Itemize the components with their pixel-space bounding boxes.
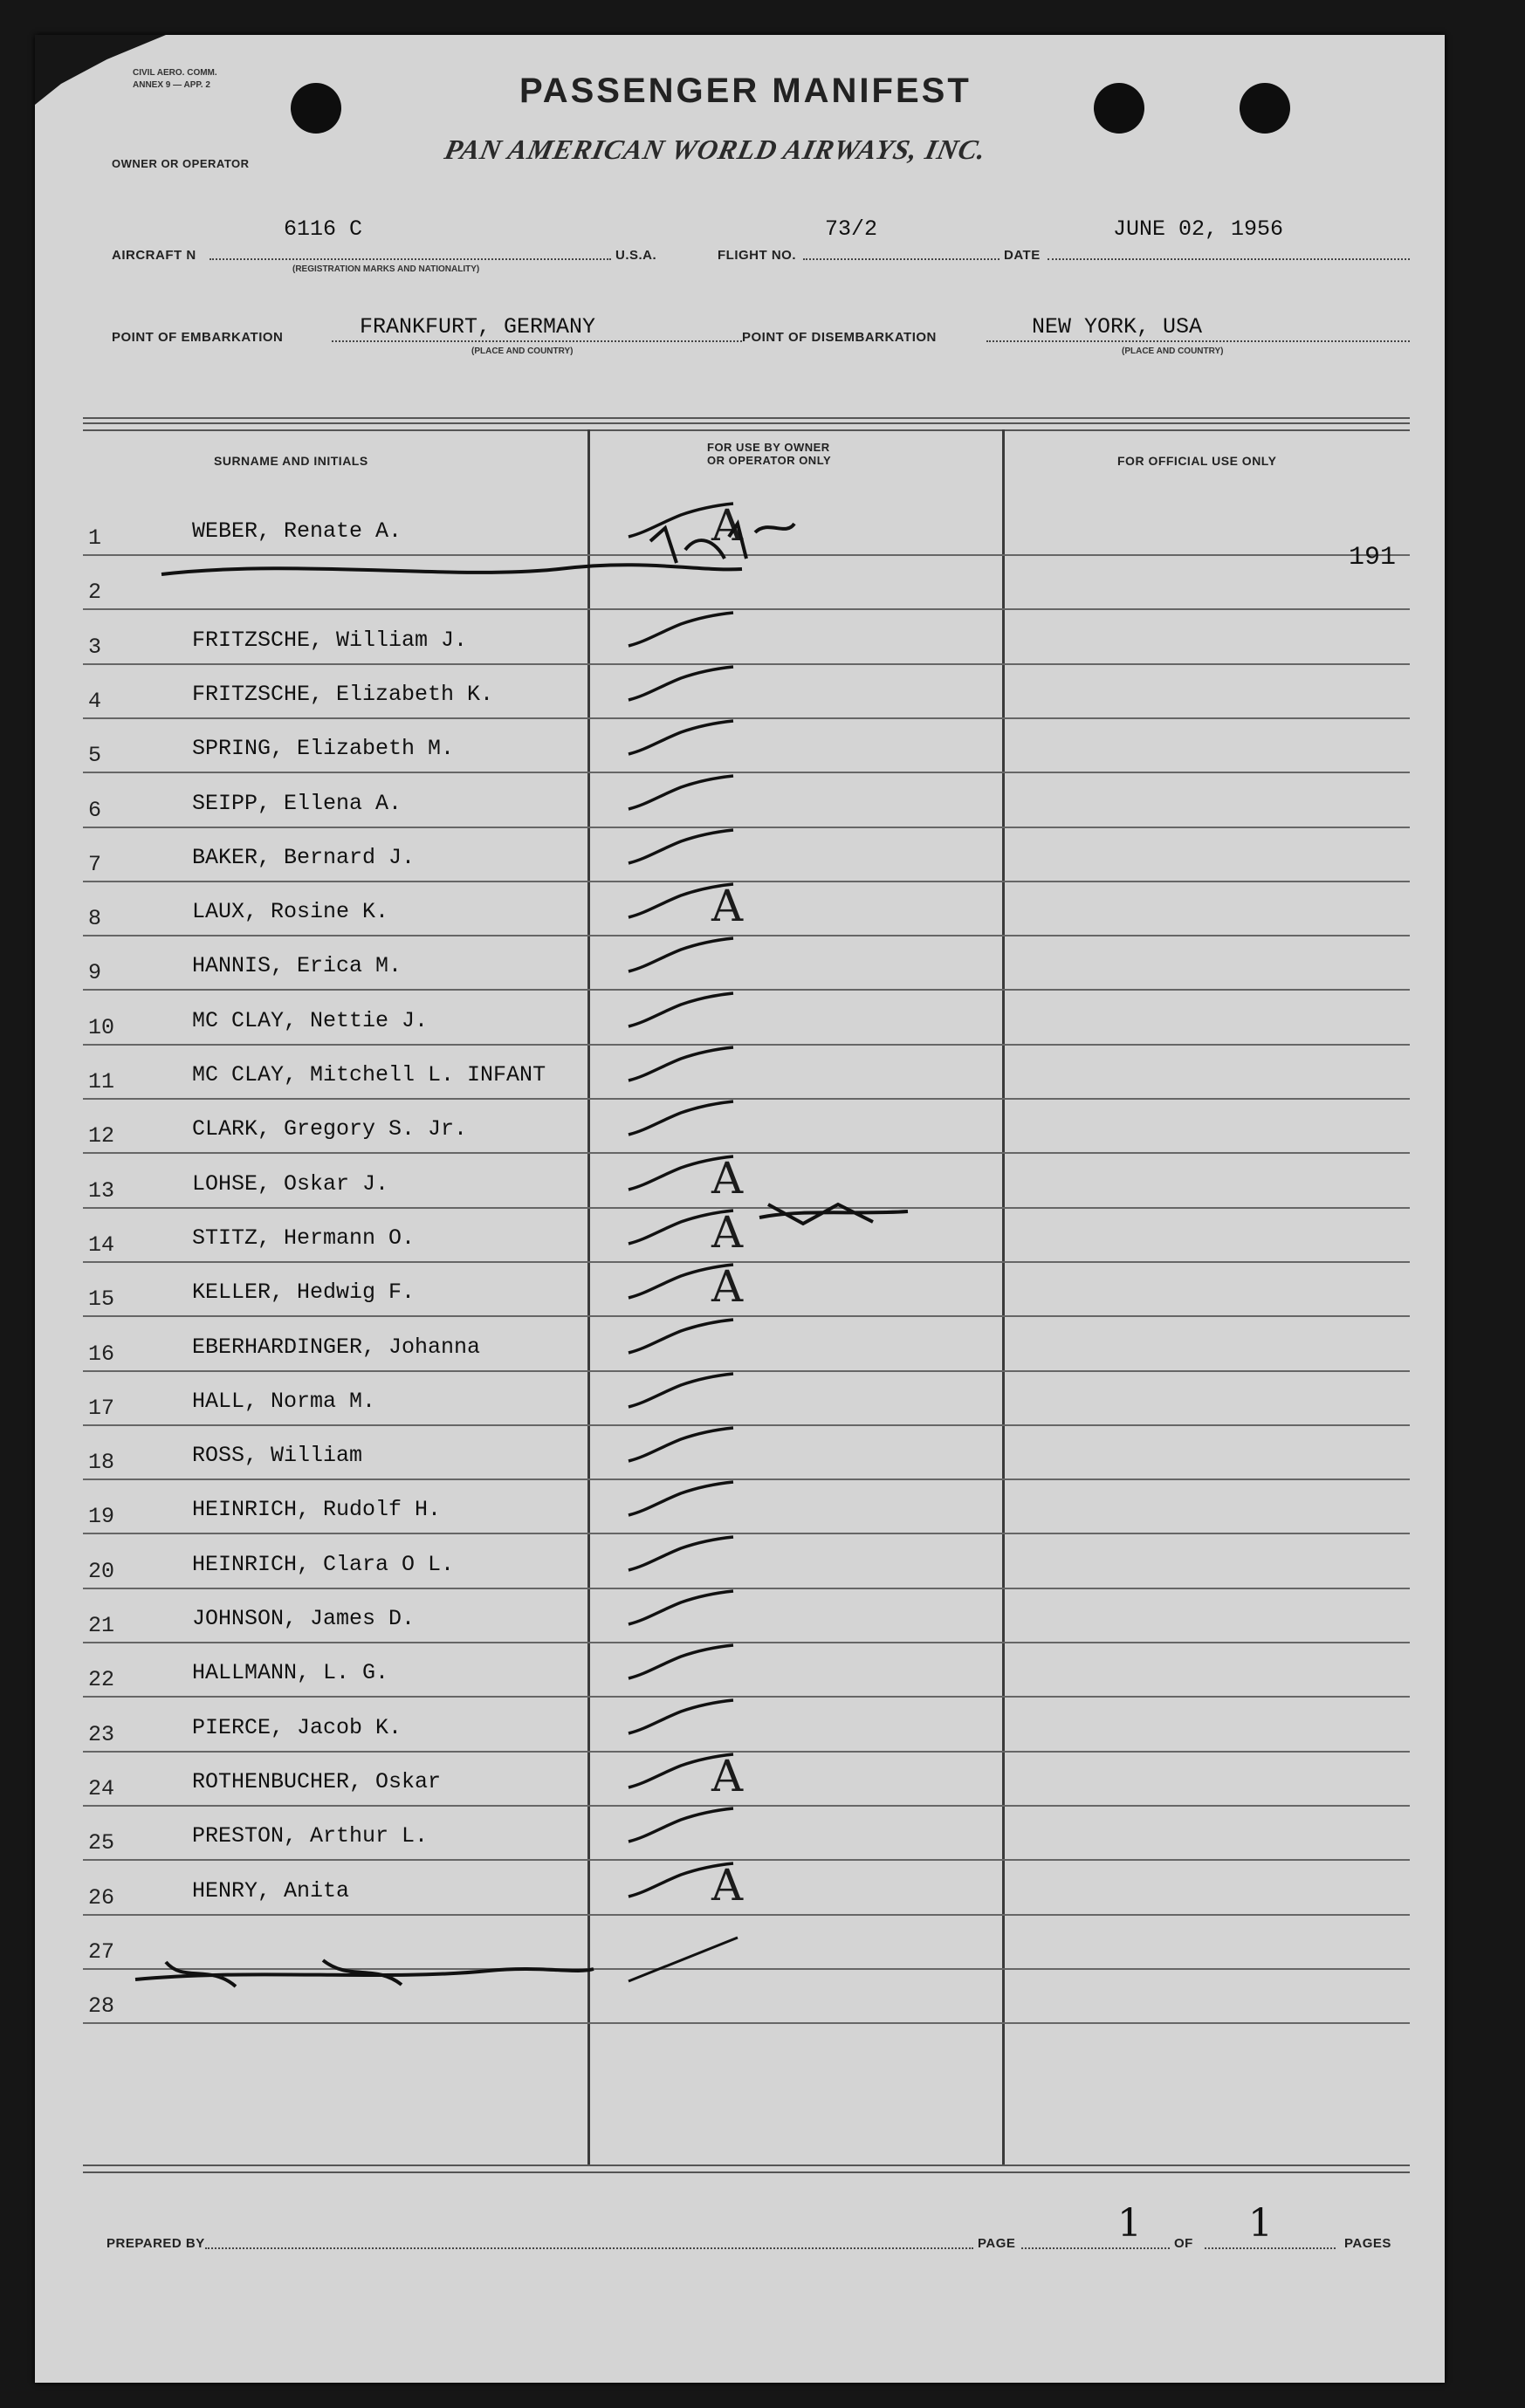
- passenger-name: HEINRICH, Clara O L.: [192, 1551, 455, 1577]
- manifest-sheet: [35, 35, 1445, 2383]
- table-row: [83, 991, 1410, 1046]
- row-number: 8: [88, 906, 102, 932]
- check-mark: [620, 1535, 751, 1588]
- check-mark: [620, 665, 751, 717]
- passenger-name: MC CLAY, Nettie J.: [192, 1007, 429, 1033]
- table-row: [83, 1698, 1410, 1753]
- page-number: 1: [1117, 2201, 1142, 2246]
- handwritten-mark: A: [711, 881, 744, 932]
- table-top-rule: [83, 422, 1410, 424]
- table-row: [83, 1046, 1410, 1100]
- passenger-name: SPRING, Elizabeth M.: [192, 736, 455, 762]
- table-row: [83, 556, 1410, 610]
- aircraft-underline: [210, 258, 611, 260]
- row-number: 17: [88, 1395, 115, 1421]
- disembark-sublabel: (PLACE AND COUNTRY): [1122, 346, 1224, 356]
- passenger-name: MC CLAY, Mitchell L. INFANT: [192, 1062, 546, 1087]
- check-mark: [620, 1859, 751, 1914]
- check-mark: [620, 502, 751, 554]
- row-number: 9: [88, 960, 102, 986]
- row-number: 11: [88, 1069, 115, 1094]
- page-underline: [1021, 2247, 1170, 2249]
- table-row: [83, 502, 1410, 556]
- flight-label: FLIGHT NO.: [718, 248, 796, 263]
- check-mark: [620, 1480, 751, 1533]
- check-mark: [620, 1046, 751, 1098]
- embark-underline: [332, 340, 742, 342]
- row-number: 22: [88, 1667, 115, 1693]
- check-mark: [620, 991, 751, 1044]
- check-mark: [620, 1263, 751, 1315]
- owner-label: OWNER OR OPERATOR: [112, 157, 250, 170]
- passenger-name: HENRY, Anita: [192, 1877, 350, 1904]
- table-row: [83, 828, 1410, 882]
- check-mark: [620, 1152, 751, 1207]
- embark-label: POINT OF EMBARKATION: [112, 330, 284, 345]
- table-row: [83, 1750, 1410, 1807]
- page-label: PAGE: [978, 2236, 1016, 2251]
- table-row: [83, 1318, 1410, 1372]
- table-bottom-rule: [83, 2171, 1410, 2173]
- passenger-name: FRITZSCHE, William J.: [192, 627, 468, 653]
- table-row: [83, 1916, 1410, 1970]
- check-mark: [620, 1372, 751, 1424]
- row-number: 28: [88, 1993, 115, 2020]
- row-number: 25: [88, 1830, 115, 1856]
- passenger-name: WEBER, Renate A.: [192, 518, 402, 544]
- row-number: 10: [88, 1014, 115, 1040]
- row-number: 4: [88, 688, 102, 714]
- row-number: 24: [88, 1775, 115, 1801]
- flight-underline: [803, 258, 999, 260]
- row-number: 19: [88, 1504, 115, 1530]
- check-mark: [620, 611, 751, 663]
- handwritten-mark: A: [711, 500, 744, 551]
- passenger-name: HALLMANN, L. G.: [192, 1660, 389, 1686]
- embark-value: FRANKFURT, GERMANY: [360, 314, 596, 340]
- handwritten-mark: A: [711, 1859, 744, 1911]
- table-row: [83, 1970, 1410, 2024]
- row-number: 3: [88, 634, 102, 660]
- check-mark: [620, 719, 751, 772]
- pages-label: PAGES: [1344, 2236, 1391, 2251]
- row-number: 12: [88, 1123, 115, 1149]
- row-number: 6: [88, 797, 102, 823]
- passenger-name: CLARK, Gregory S. Jr.: [192, 1116, 468, 1142]
- usa-label: U.S.A.: [615, 248, 657, 263]
- check-mark: [620, 936, 751, 989]
- table-row: [83, 882, 1410, 936]
- embark-sublabel: (PLACE AND COUNTRY): [471, 346, 574, 356]
- passenger-name: PIERCE, Jacob K.: [192, 1714, 402, 1740]
- check-mark: [620, 1750, 751, 1805]
- passenger-name: PRESTON, Arthur L.: [192, 1823, 429, 1849]
- handwritten-mark: A: [711, 1261, 744, 1313]
- of-label: OF: [1174, 2236, 1193, 2251]
- passenger-name: BAKER, Bernard J.: [192, 844, 416, 870]
- row-number: 16: [88, 1341, 115, 1367]
- row-number: 14: [88, 1231, 115, 1258]
- row-rule: [83, 2022, 1410, 2024]
- official-number: 191: [1349, 543, 1397, 573]
- check-mark: [620, 1698, 751, 1751]
- table-top-rule: [83, 417, 1410, 419]
- table-row: [83, 1426, 1410, 1480]
- row-number: 1: [88, 525, 102, 551]
- check-mark: [620, 1318, 751, 1370]
- check-mark: [620, 1100, 751, 1152]
- table-row: [83, 665, 1410, 719]
- passenger-name: EBERHARDINGER, Johanna: [192, 1334, 481, 1360]
- passenger-name: JOHNSON, James D.: [192, 1606, 416, 1631]
- table-row: [83, 1372, 1410, 1426]
- row-number: 23: [88, 1721, 115, 1747]
- date-underline: [1048, 258, 1410, 260]
- passenger-name: HEINRICH, Rudolf H.: [192, 1497, 442, 1523]
- row-number: 18: [88, 1450, 115, 1476]
- passenger-name: FRITZSCHE, Elizabeth K.: [192, 681, 494, 707]
- flight-number: 73/2: [825, 216, 878, 242]
- aircraft-sublabel: (REGISTRATION MARKS AND NATIONALITY): [292, 264, 480, 274]
- row-number: 27: [88, 1938, 115, 1965]
- table-row: [83, 1807, 1410, 1861]
- table-row: [83, 1535, 1410, 1589]
- page-total: 1: [1248, 2201, 1273, 2246]
- punch-hole: [291, 83, 341, 134]
- disembark-underline: [986, 340, 1410, 342]
- passenger-name: STITZ, Hermann O.: [192, 1225, 416, 1251]
- page-title: PASSENGER MANIFEST: [519, 72, 972, 110]
- corner-label: ANNEX 9 — APP. 2: [133, 80, 210, 90]
- check-mark: [620, 828, 751, 881]
- passenger-name: HANNIS, Erica M.: [192, 953, 402, 979]
- table-row: [83, 611, 1410, 665]
- punch-hole: [1240, 83, 1290, 134]
- row-number: 20: [88, 1558, 115, 1584]
- prepared-underline: [205, 2247, 973, 2249]
- row-number: 26: [88, 1884, 115, 1911]
- disembark-label: POINT OF DISEMBARKATION: [742, 330, 937, 345]
- row-number: 2: [88, 580, 102, 606]
- table-row: [83, 1589, 1410, 1643]
- corner-label: CIVIL AERO. COMM.: [133, 68, 217, 78]
- row-number: 15: [88, 1286, 115, 1313]
- column-header-surname: SURNAME AND INITIALS: [214, 454, 368, 468]
- check-mark: [620, 1206, 751, 1261]
- handwritten-mark: A: [711, 1750, 744, 1801]
- passenger-name: ROTHENBUCHER, Oskar: [192, 1768, 442, 1794]
- check-mark: [620, 1426, 751, 1478]
- disembark-value: NEW YORK, USA: [1032, 314, 1203, 340]
- table-row: [83, 1643, 1410, 1698]
- passenger-name: LOHSE, Oskar J.: [192, 1170, 389, 1197]
- table-row: [83, 1859, 1410, 1916]
- table-row: [83, 719, 1410, 773]
- row-number: 5: [88, 743, 102, 769]
- row-number: 21: [88, 1613, 115, 1638]
- aircraft-label: AIRCRAFT N: [112, 248, 196, 263]
- table-row: [83, 774, 1410, 828]
- table-row: [83, 1100, 1410, 1154]
- handwritten-mark: A: [711, 1152, 744, 1204]
- table-row: [83, 936, 1410, 991]
- prepared-label: PREPARED BY: [106, 2236, 205, 2251]
- table-row: [83, 1263, 1410, 1317]
- check-mark: [620, 882, 751, 935]
- of-underline: [1205, 2247, 1336, 2249]
- passenger-name: ROSS, William: [192, 1443, 363, 1469]
- passenger-name: HALL, Norma M.: [192, 1388, 376, 1414]
- passenger-name: SEIPP, Ellena A.: [192, 790, 402, 816]
- company-name: PAN AMERICAN WORLD AIRWAYS, INC.: [442, 134, 990, 165]
- aircraft-value: 6116 C: [284, 216, 363, 242]
- row-number: 13: [88, 1177, 115, 1204]
- column-header-owner-use: OR OPERATOR ONLY: [707, 454, 832, 467]
- table-row: [83, 1152, 1410, 1209]
- table-row: [83, 1206, 1410, 1263]
- date-label: DATE: [1004, 248, 1041, 263]
- passenger-name: LAUX, Rosine K.: [192, 899, 389, 925]
- check-mark: [620, 1589, 751, 1642]
- punch-hole: [1094, 83, 1144, 134]
- passenger-name: KELLER, Hedwig F.: [192, 1279, 416, 1306]
- row-number: 7: [88, 851, 102, 877]
- check-mark: [620, 774, 751, 827]
- column-header-owner-use: FOR USE BY OWNER: [707, 441, 830, 454]
- flight-date: JUNE 02, 1956: [1113, 216, 1284, 242]
- column-header-official: FOR OFFICIAL USE ONLY: [1117, 454, 1277, 468]
- handwritten-mark: A: [711, 1206, 744, 1258]
- check-mark: [620, 1807, 751, 1859]
- check-mark: [620, 1643, 751, 1696]
- table-row: [83, 1480, 1410, 1534]
- table-top-rule: [83, 429, 1410, 431]
- table-bottom-rule: [83, 2164, 1410, 2166]
